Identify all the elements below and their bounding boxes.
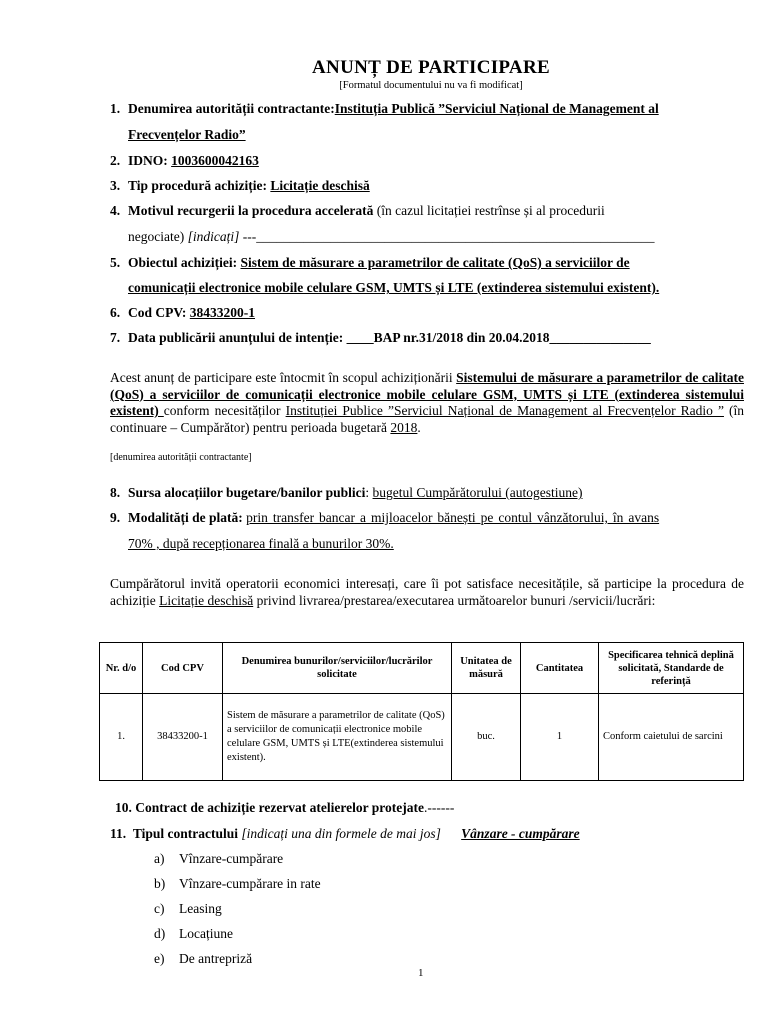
invite-text: privind livrarea/prestarea/executarea următoarelor bunuri /servicii/lucrări: — [253, 592, 656, 608]
reason-blank: ---___________________________________________________________ — [239, 229, 655, 244]
publication-value: ____BAP nr.31/2018 din 20.04.2018_______________ — [346, 330, 651, 345]
header-unit: Unitatea de măsură — [452, 643, 521, 694]
item-3 — [110, 178, 370, 194]
procedure-type-value: Licitație deschisă — [270, 178, 370, 193]
item-tail: .------ — [424, 800, 455, 815]
intro-text: conform necesităților — [163, 403, 286, 418]
table-row — [100, 694, 744, 781]
item-label: Modalități de plată: — [128, 510, 247, 525]
list-item — [154, 951, 252, 967]
item-7 — [110, 330, 651, 346]
item-number: 6. — [110, 305, 121, 320]
item-5 — [110, 255, 630, 271]
list-text: De antrepriză — [179, 951, 253, 966]
list-letter: d) — [154, 926, 166, 941]
item-number: 3. — [110, 178, 121, 193]
item-label: Cod CPV: — [128, 305, 190, 320]
item-number: 10. — [115, 800, 132, 815]
list-text: Vînzare-cumpărare in rate — [179, 876, 321, 891]
item-number: 5. — [110, 255, 121, 270]
item-label: Data publicării anunțului de intenție: — [128, 330, 347, 345]
intro-text: . — [417, 419, 421, 435]
authority-name: Instituția Publică ”Serviciul Național de Management al — [334, 101, 659, 116]
intro-text: – Cumpărător) pentru perioada bugetară — [166, 419, 391, 435]
document-title: ANUNȚ DE PARTICIPARE — [312, 57, 550, 78]
item-6 — [110, 305, 255, 321]
item-11 — [110, 826, 580, 842]
header-name: Denumirea bunurilor/serviciilor/lucrărilor solicitate — [223, 643, 452, 694]
authority-note: [denumirea autorității contractante] — [110, 452, 252, 463]
list-letter: b) — [154, 876, 166, 891]
object-value-line2: comunicații electronice mobile celulare GSM, UMTS și LTE (extinderea sistemului existent). — [128, 280, 660, 295]
intro-text: (în continuare — [110, 403, 745, 435]
item-4 — [110, 203, 605, 219]
budget-year: 2018 — [390, 419, 418, 435]
list-letter: c) — [154, 901, 165, 916]
cpv-value: 38433200-1 — [189, 305, 256, 320]
item-note-cont: negociate) — [128, 229, 188, 244]
item-2 — [110, 153, 259, 169]
item-label: Obiectul achiziției: — [128, 255, 241, 270]
item-8 — [110, 485, 583, 501]
invite-paragraph — [110, 576, 744, 609]
item-number: 1. — [110, 101, 121, 116]
list-letter: e) — [154, 951, 165, 966]
intro-object: Sistemului de măsurare a parametrilor de calitate (QoS) a serviciilor de comunicații electronice mobile celulare GSM, UMTS și LTE (extinderea sistemului existent) — [110, 370, 744, 418]
item-number: 7. — [110, 330, 121, 345]
item-label: IDNO: — [128, 153, 172, 168]
list-item — [154, 901, 222, 917]
list-item — [154, 926, 233, 942]
cell-nr: 1. — [100, 694, 143, 781]
item-10 — [115, 800, 454, 816]
item-5-continuation — [128, 280, 659, 296]
item-number: 9. — [110, 510, 121, 525]
funding-value: bugetul Cumpărătorului (autogestiune) — [372, 485, 583, 500]
list-letter: a) — [154, 851, 165, 866]
item-label: Motivul recurgerii la procedura accelerată — [128, 203, 374, 218]
cell-name: Sistem de măsurare a parametrilor de calitate (QoS) a serviciilor de comunicații electronice mobile celulare GSM, UMTS și LTE(extinderea sistemului existent). — [223, 694, 452, 781]
item-note: (în cazul licitației restrînse și al procedurii — [373, 203, 605, 218]
item-4-continuation — [128, 229, 654, 245]
item-instruction: [indicați] — [187, 229, 240, 244]
header-spec: Specificarea tehnică deplină solicitată, Standarde de referință — [599, 643, 744, 694]
intro-authority: Instituției Publice ”Serviciul Național de Management al Frecvențelor Radio ” — [285, 403, 724, 418]
document-subtitle: [Formatul documentului nu va fi modificat] — [339, 80, 523, 91]
cell-cpv: 38433200-1 — [143, 694, 223, 781]
list-text: Leasing — [179, 901, 222, 916]
item-label: Tipul contractului — [132, 826, 242, 841]
header-cpv: Cod CPV — [143, 643, 223, 694]
invite-procedure: Licitație deschisă — [159, 592, 254, 608]
item-label: Denumirea autorității contractante: — [128, 101, 335, 116]
payment-value-line2: 70% , după recepționarea finală a bunurilor 30%. — [128, 536, 394, 551]
item-1-continuation — [128, 127, 246, 143]
intro-paragraph — [110, 370, 744, 436]
list-text: Locațiune — [179, 926, 233, 941]
item-number: 11. — [110, 826, 127, 841]
payment-value: prin transfer bancar a mijloacelor bănești pe contul vânzătorului, în avans — [246, 510, 660, 525]
list-item — [154, 876, 321, 892]
table-header-row — [100, 643, 744, 694]
item-sep: : — [365, 485, 373, 500]
cell-qty: 1 — [521, 694, 599, 781]
contract-type-value: Vânzare - cumpărare — [461, 826, 580, 841]
list-text: Vînzare-cumpărare — [179, 851, 284, 866]
item-9 — [110, 510, 744, 526]
item-number: 2. — [110, 153, 121, 168]
intro-text: Acest anunț de participare este întocmit în scopul achiziționării — [110, 370, 457, 385]
header-nr: Nr. d/o — [100, 643, 143, 694]
cell-spec: Conform caietului de sarcini — [599, 694, 744, 781]
item-label: Sursa alocațiilor bugetare/banilor publici — [128, 485, 366, 500]
item-instruction: [indicați una din formele de mai jos] — [241, 826, 441, 841]
requirements-table — [99, 642, 744, 781]
page-number: 1 — [418, 967, 424, 979]
invite-text: Cumpărătorul invită operatorii economici interesați, care îi pot satisface necesitățile, să participe la procedura de achiziție — [110, 576, 744, 608]
authority-name-line2: Frecvențelor Radio” — [128, 127, 246, 142]
item-1 — [110, 101, 659, 117]
item-number: 8. — [110, 485, 121, 500]
object-value: Sistem de măsurare a parametrilor de calitate (QoS) a serviciilor de — [240, 255, 630, 270]
item-9-continuation — [128, 536, 394, 552]
idno-value: 1003600042163 — [171, 153, 259, 168]
cell-unit: buc. — [452, 694, 521, 781]
header-qty: Cantitatea — [521, 643, 599, 694]
item-label: Tip procedură achiziție: — [128, 178, 271, 193]
list-item — [154, 851, 283, 867]
item-number: 4. — [110, 203, 121, 218]
item-label: Contract de achiziție rezervat atelierelor protejate — [135, 800, 424, 815]
